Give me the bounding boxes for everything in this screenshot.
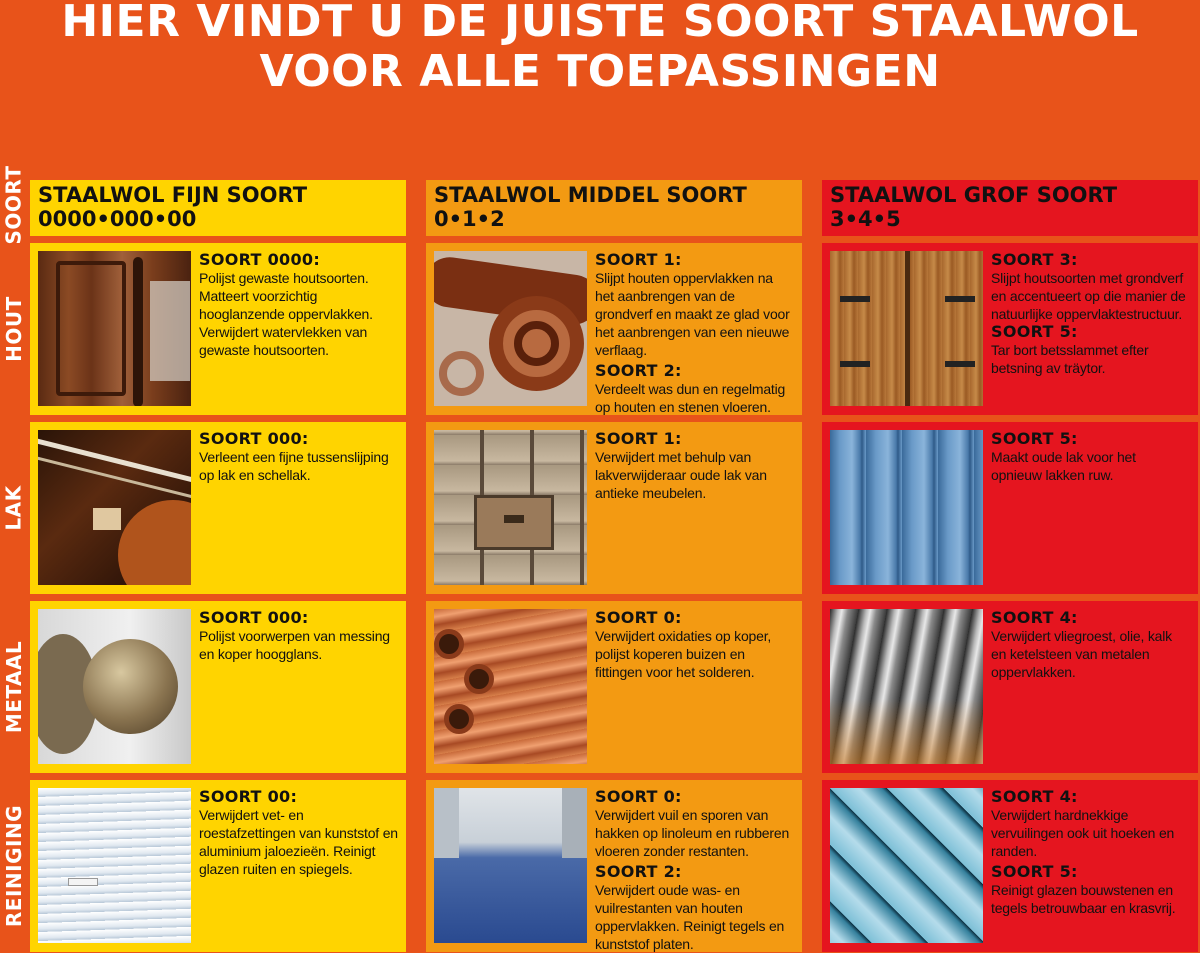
cell-reiniging-middel [426, 780, 802, 952]
page-title [0, 0, 1200, 170]
column-title: STAALWOL FIJN SOORT [38, 183, 308, 207]
blue-painted-wood-image [830, 430, 983, 585]
glass-blocks-image [830, 788, 983, 943]
column-header-fijn [30, 180, 406, 236]
row-label-hout: HOUT [2, 296, 26, 362]
grade-heading: SOORT 4: [991, 608, 1078, 627]
cell-metaal-fijn [30, 601, 406, 773]
cell-lak-middel [426, 422, 802, 594]
cell-metaal-middel [426, 601, 802, 773]
grade-description: Slijpt houten oppervlakken na het aanbrengen van de grondverf en maakt ze glad voor het aanbrengen van een nieuwe verflaag. [595, 270, 790, 358]
grade-description: Verleent een fijne tussenslijping op lak en schellak. [199, 449, 389, 483]
brass-door-knob-image [38, 609, 191, 764]
wooden-scroll-carving-image [434, 251, 587, 406]
grade-description: Verwijdert oude was- en vuilrestanten van houten oppervlakken. Reinigt tegels en kunststof platen. [595, 882, 785, 952]
grade-description: Verwijdert hardnekkige vervuilingen ook uit hoeken en randen. [991, 807, 1175, 859]
grade-description: Verwijdert vuil en sporen van hakken op linoleum en rubberen vloeren zonder restanten. [595, 807, 790, 859]
column-title: STAALWOL MIDDEL SOORT [434, 183, 747, 207]
grade-heading: SOORT 5: [991, 322, 1078, 341]
title-line-1: HIER VINDT U DE JUISTE SOORT STAALWOL [61, 0, 1139, 47]
grade-description: Verwijdert vliegroest, olie, kalk en ketelsteen van metalen oppervlakken. [991, 628, 1172, 680]
cell-reiniging-fijn [30, 780, 406, 952]
grade-heading: SOORT 3: [991, 250, 1078, 269]
grade-heading: SOORT 0000: [199, 250, 321, 269]
grade-description: Reinigt glazen bouwstenen en tegels betrouwbaar en krasvrij. [991, 882, 1176, 916]
title-line-2: VOOR ALLE TOEPASSINGEN [259, 46, 941, 97]
grade-heading: SOORT 00: [199, 787, 298, 806]
rebar-steel-image [830, 609, 983, 764]
violin-image [38, 430, 191, 585]
grade-heading: SOORT 5: [991, 862, 1078, 881]
column-header-grof [822, 180, 1198, 236]
cell-lak-fijn [30, 422, 406, 594]
column-header-middel [426, 180, 802, 236]
grade-heading: SOORT 4: [991, 787, 1078, 806]
column-grades: 0000•000•00 [38, 207, 197, 231]
grade-heading: SOORT 1: [595, 429, 682, 448]
row-label-lak: LAK [2, 485, 27, 531]
grade-heading: SOORT 000: [199, 429, 309, 448]
cell-metaal-grof [822, 601, 1198, 773]
wooden-shutters-image [830, 251, 983, 406]
column-title: STAALWOL GROF SOORT [830, 183, 1118, 207]
grade-description: Verwijdert vet- en roestafzettingen van kunststof en aluminium jaloezieën. Reinigt glazen ruiten en spiegels. [199, 807, 398, 877]
grade-description: Maakt oude lak voor het opnieuw lakken ruw. [991, 449, 1136, 483]
window-blinds-image [38, 788, 191, 943]
column-grades: 3•4•5 [830, 207, 901, 231]
grade-heading: SOORT 2: [595, 361, 682, 380]
grade-description: Verwijdert met behulp van lakverwijderaar oude lak van antieke meubelen. [595, 449, 767, 501]
row-label-reiniging: REINIGING [2, 804, 27, 928]
grade-description: Tar bort betsslammet efter betsning av träytor. [991, 342, 1149, 376]
cell-hout-middel [426, 243, 802, 415]
copper-pipes-image [434, 609, 587, 764]
grade-heading: SOORT 5: [991, 429, 1078, 448]
cell-hout-grof [822, 243, 1198, 415]
antique-drawers-image [434, 430, 587, 585]
grade-description: Polijst gewaste houtsoorten. Matteert voorzichtig hooglanzende oppervlakken. Verwijdert watervlekken van gewaste houtsoorten. [199, 270, 373, 358]
grade-heading: SOORT 0: [595, 608, 682, 627]
column-grades: 0•1•2 [434, 207, 505, 231]
grade-description: Polijst voorwerpen van messing en koper hoogglans. [199, 628, 390, 662]
wooden-cabinet-door-image [38, 251, 191, 406]
linoleum-corridor-image [434, 788, 587, 943]
cell-reiniging-grof [822, 780, 1198, 952]
grade-description: Verdeelt was dun en regelmatig op houten en stenen vloeren. [595, 381, 786, 415]
grade-description: Verwijdert oxidaties op koper, polijst koperen buizen en fittingen voor het solderen. [595, 628, 772, 680]
row-label-soort: SOORT [2, 165, 26, 245]
grade-heading: SOORT 000: [199, 608, 309, 627]
grade-heading: SOORT 1: [595, 250, 682, 269]
row-label-metaal: METAAL [2, 640, 27, 734]
grade-heading: SOORT 0: [595, 787, 682, 806]
cell-lak-grof [822, 422, 1198, 594]
cell-hout-fijn [30, 243, 406, 415]
grade-heading: SOORT 2: [595, 862, 682, 881]
grade-description: Slijpt houtsoorten met grondverf en accentueert op die manier de natuurlijke oppervlaktestructuur. [991, 270, 1186, 322]
